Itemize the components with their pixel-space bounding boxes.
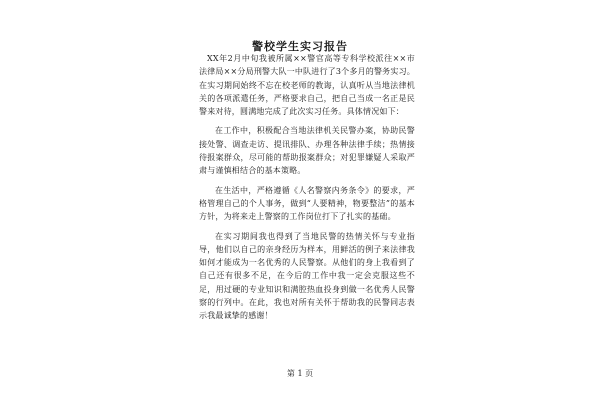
document-title: 警校学生实习报告 [252, 40, 348, 53]
paragraph-intro: XX年2月中旬我被所属××警官高等专科学校派往××市法律局××分局刑警大队一中队进行了3个多月的警务实习。在实习期间始终不忘在校老师的教诲，认真听从当地法律机关的各项派遣任务，严格要求自己，把自己当成一名正是民警来对待，圆满地完成了此次实习任务。具体情况如下： [199, 54, 415, 117]
paragraph-gratitude: 在实习期间我也得到了当地民警的热情关怀与专业指导，他们以自己的亲身经历为样本，用鲜活的例子来法律我如何才能成为一名优秀的人民警察。从他们的身上我看到了自己还有很多不足，在今后的工作中我一定会克服这些不足，用过硬的专业知识和满腔热血投身到做一名优秀人民警察的行列中。在此，我也对所有关怀于帮助我的民警同志表示我最诚挚的感谢！ [199, 231, 415, 321]
paragraph-life: 在生活中，严格遵循《人名警察内务条令》的要求，严格管理自己的个人事务，做到“人要精神，物要整洁”的基本方针，为将来走上警察的工作岗位打下了扎实的基础。 [199, 185, 415, 222]
document-body [199, 52, 415, 329]
page-number: 第 1 页 [286, 369, 314, 378]
paragraph-work: 在工作中，积极配合当地法律机关民警办案，协助民警接处警、调查走访、提讯排队、办理各种法律手续；热情接待报案群众，尽可能的帮助报案群众；对犯罪嫌疑人采取严肃与谨慎相结合的基本策略。 [199, 126, 415, 176]
